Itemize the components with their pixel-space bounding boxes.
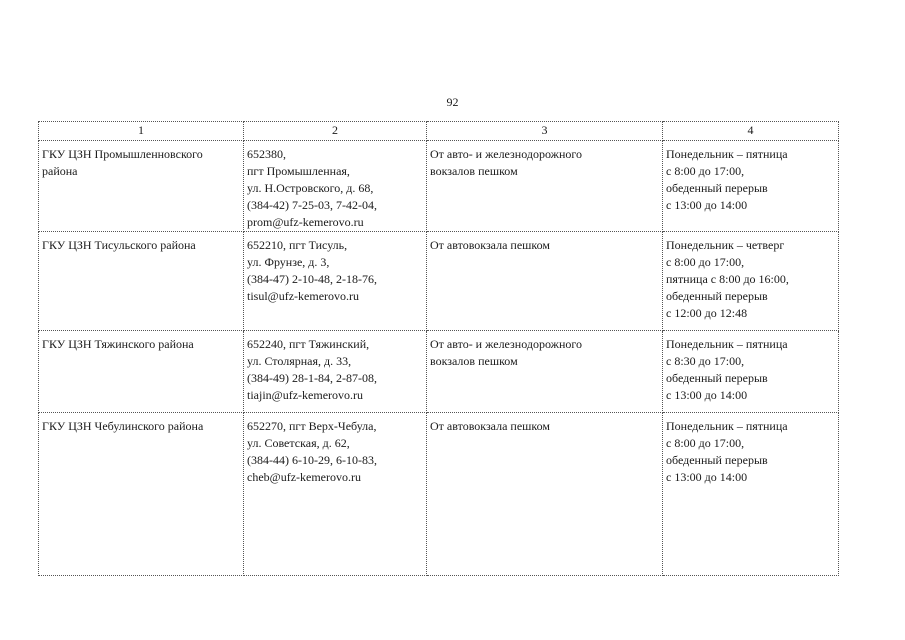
route-line: От авто- и железнодорожного	[430, 147, 582, 161]
center-name-cell	[39, 413, 244, 576]
address-line: 652210, пгт Тисуль,	[247, 238, 348, 252]
email-line: tiajin@ufz-kemerovo.ru	[247, 388, 364, 402]
schedule-cell	[663, 141, 839, 232]
schedule-line: обеденный перерыв	[666, 181, 768, 195]
address-cell	[244, 331, 427, 413]
route-cell	[427, 232, 663, 331]
address-cell	[244, 413, 427, 576]
schedule-line: с 8:00 до 17:00,	[666, 436, 745, 450]
center-name: ГКУ ЦЗН Тяжинского района	[42, 337, 194, 351]
table-row	[39, 141, 839, 232]
phone-line: (384-49) 28-1-84, 2-87-08,	[247, 371, 377, 385]
table-row	[39, 331, 839, 413]
route-line: От автовокзала пешком	[430, 238, 551, 252]
column-header-2: 2	[244, 122, 427, 141]
schedule-cell	[663, 413, 839, 576]
address-line: 652270, пгт Верх-Чебула,	[247, 419, 377, 433]
address-line: ул. Столярная, д. 33,	[247, 354, 352, 368]
employment-centers-table	[38, 121, 839, 576]
schedule-line: с 13:00 до 14:00	[666, 388, 748, 402]
table-row	[39, 413, 839, 576]
email-line: tisul@ufz-kemerovo.ru	[247, 289, 360, 303]
email-line: cheb@ufz-kemerovo.ru	[247, 470, 361, 484]
schedule-cell	[663, 331, 839, 413]
email-line: prom@ufz-kemerovo.ru	[247, 215, 364, 229]
center-name: ГКУ ЦЗН Промышленновского района	[42, 147, 203, 178]
schedule-cell	[663, 232, 839, 331]
phone-line: (384-42) 7-25-03, 7-42-04,	[247, 198, 377, 212]
center-name-cell	[39, 141, 244, 232]
schedule-line: обеденный перерыв	[666, 453, 768, 467]
center-name: ГКУ ЦЗН Чебулинского района	[42, 419, 204, 433]
phone-line: (384-44) 6-10-29, 6-10-83,	[247, 453, 377, 467]
route-cell	[427, 331, 663, 413]
address-cell	[244, 141, 427, 232]
schedule-line: обеденный перерыв	[666, 289, 768, 303]
address-line: 652380,	[247, 147, 286, 161]
schedule-line: Понедельник – пятница	[666, 419, 788, 433]
schedule-line: с 8:00 до 17:00,	[666, 255, 745, 269]
schedule-line: с 13:00 до 14:00	[666, 198, 748, 212]
schedule-line: с 8:30 до 17:00,	[666, 354, 745, 368]
table-row	[39, 232, 839, 331]
address-line: ул. Советская, д. 62,	[247, 436, 350, 450]
schedule-line: Понедельник – пятница	[666, 147, 788, 161]
route-line: вокзалов пешком	[430, 354, 518, 368]
address-line: ул. Н.Островского, д. 68,	[247, 181, 374, 195]
address-line: ул. Фрунзе, д. 3,	[247, 255, 330, 269]
center-name: ГКУ ЦЗН Тисульского района	[42, 238, 196, 252]
schedule-line: Понедельник – четверг	[666, 238, 785, 252]
schedule-line: пятница с 8:00 до 16:00,	[666, 272, 789, 286]
page-number: 92	[446, 95, 459, 109]
address-cell	[244, 232, 427, 331]
schedule-line: с 13:00 до 14:00	[666, 470, 748, 484]
route-line: От автовокзала пешком	[430, 419, 551, 433]
route-line: вокзалов пешком	[430, 164, 518, 178]
route-line: От авто- и железнодорожного	[430, 337, 582, 351]
address-line: 652240, пгт Тяжинский,	[247, 337, 370, 351]
schedule-line: обеденный перерыв	[666, 371, 768, 385]
center-name-cell	[39, 331, 244, 413]
phone-line: (384-47) 2-10-48, 2-18-76,	[247, 272, 377, 286]
column-header-4: 4	[663, 122, 839, 141]
schedule-line: с 12:00 до 12:48	[666, 306, 748, 320]
header-row	[39, 122, 839, 141]
column-header-3: 3	[427, 122, 663, 141]
route-cell	[427, 413, 663, 576]
column-header-1: 1	[39, 122, 244, 141]
route-cell	[427, 141, 663, 232]
schedule-line: Понедельник – пятница	[666, 337, 788, 351]
schedule-line: с 8:00 до 17:00,	[666, 164, 745, 178]
address-line: пгт Промышленная,	[247, 164, 350, 178]
center-name-cell	[39, 232, 244, 331]
